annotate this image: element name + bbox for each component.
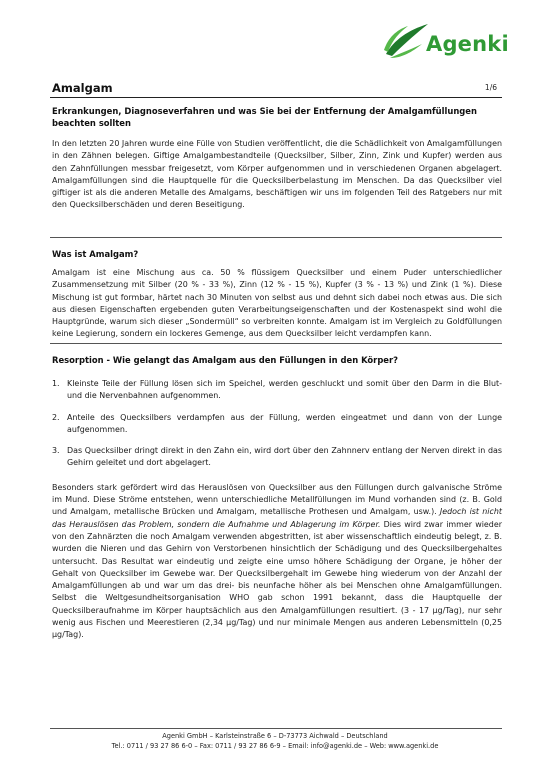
footer [0, 731, 550, 751]
leaf-icon [382, 20, 430, 60]
footer-address: Agenki GmbH – Karlsteinstraße 6 – D-73773 Aichwald – Deutschland [162, 732, 388, 740]
list-item [52, 412, 502, 437]
section2-paragraph [52, 482, 502, 642]
intro-section [52, 105, 502, 212]
emphasis-text: Jedoch ist nicht das Herauslösen das Problem, sondern die Aufnahme und Ablagerung im Körper. [52, 507, 502, 529]
paragraph-text: Dies wird zwar immer wieder von den Zahnärzten die noch Amalgam verwenden abgestritten, ist aber wissenschaftlich eindeutig belegt, z. B. wurden die Nieren und das Gehirn von Verstorbenen hinsichtlich der Schädigung und des Quecksilbergehaltes untersucht. Das Resultat war eindeutig und zeigte eine umso höhere Schädigung der Organe, je höher der Gehalt von Quecksilber im Gewebe war. Der Quecksilbergehalt im Gewebe hing wiederum von der Anzahl der Amalgamfüllungen ab und war um das drei- bis neunfache höher als bei Menschen ohne Amalgamfüllungen. Selbst die Weltgesundheitsorganisation WHO gab schon 1991 bekannt, dass die Hauptquelle der Quecksilberaufnahme im Körper hauptsächlich aus den Amalgamfüllungen resultiert. (3 - 17 µg/Tag), nur sehr wenig aus Fischen und Meerestieren (2,34 µg/Tag) und nur minimale Mengen aus anderen Lebensmitteln (0,25 µg/Tag). [52, 519, 502, 640]
page-number: 1/6 [484, 83, 497, 92]
list-item-text: Das Quecksilber dringt direkt in den Zahn ein, wird dort über den Zahnnerv entlang der Nerven direkt in das Gehirn geleitet und dort abgelagert. [67, 446, 502, 468]
section-divider [50, 237, 502, 238]
logo-text: Agenki [426, 32, 509, 56]
list-item-text: Kleinste Teile der Füllung lösen sich im Speichel, werden geschluckt und somit über den Darm in die Blut- und die Nervenbahnen aufgenommen. [67, 379, 502, 401]
section-what-is-amalgam [52, 248, 502, 341]
document-title: Amalgam [52, 81, 113, 95]
section-divider [50, 343, 502, 344]
agenki-logo [382, 18, 512, 66]
footer-divider [50, 728, 502, 729]
list-item-text: Anteile des Quecksilbers verdampfen aus der Füllung, werden eingeatmet und dann von der Lunge aufgenommen. [67, 412, 502, 434]
intro-heading: Erkrankungen, Diagnoseverfahren und was Sie bei der Entfernung der Amalgamfüllungen beachten sollten [52, 106, 477, 128]
intro-paragraph: In den letzten 20 Jahren wurde eine Fülle von Studien veröffentlicht, die die Schädlichkeit von Amalgamfüllungen in den Zähnen belegen. Giftige Amalgambestandteile (Quecksilber, Silber, Zinn, Zink und Kupfer) werden aus den Zahnfüllungen messbar freigesetzt, vom Körper aufgenommen und in verschiedenen Organen abgelagert. Amalgamfüllungen sind die Hauptquelle für die Quecksilberbelastung im Menschen. Da das Quecksilber viel giftiger ist als die anderen Metalle des Amalgams, beschäftigen wir uns im folgenden Teil des Ratgebers nur mit den Quecksilberschäden und deren Beseitigung. [52, 139, 502, 210]
resorption-list [52, 378, 502, 470]
section1-paragraph: Amalgam ist eine Mischung aus ca. 50 % flüssigem Quecksilber und einem Puder unterschiedlicher Zusammensetzung mit Silber (20 % - 33 %), Zinn (12 % - 15 %), Kupfer (3 % - 13 %) und Zink (1 %). Diese Mischung ist gut formbar, härtet nach 30 Minuten von selbst aus und dehnt sich dabei noch etwas aus. Die sich aus diesen Eigenschaften ergebenden guten Verarbeitungseigenschaften und der Kostenaspekt sind wohl die Hauptgründe, warum sich dieser „Sondermüll“ so verbreiten konnte. Amalgam ist im Vergleich zu Goldfüllungen keine Legierung, sondern ein lockeres Gemenge, aus dem Quecksilber leicht verdampfen kann. [52, 268, 502, 339]
list-item [52, 445, 502, 470]
section-resorption [52, 354, 502, 642]
paragraph-text: Besonders stark gefördert wird das Herauslösen von Quecksilber aus den Füllungen durch galvanische Ströme im Mund. Diese Ströme entstehen, wenn unterschiedliche Metallfüllungen im Mund vorhanden sind (z. B. Gold und Amalgam, metallische Brücken und Amalgam, metallische Prothesen und Amalgam, usw.). [52, 482, 502, 517]
footer-contact: Tel.: 0711 / 93 27 86 6-0 – Fax: 0711 / 93 27 86 6-9 – Email: info@agenki.de – Web: www.agenki.de [111, 742, 439, 750]
section1-heading: Was ist Amalgam? [52, 249, 139, 259]
list-item-number: 3. [52, 446, 60, 456]
list-item-number: 2. [52, 412, 60, 422]
title-divider [50, 97, 502, 98]
section2-heading: Resorption - Wie gelangt das Amalgam aus den Füllungen in den Körper? [52, 355, 398, 365]
list-item-number: 1. [52, 379, 60, 388]
list-item [52, 378, 502, 403]
